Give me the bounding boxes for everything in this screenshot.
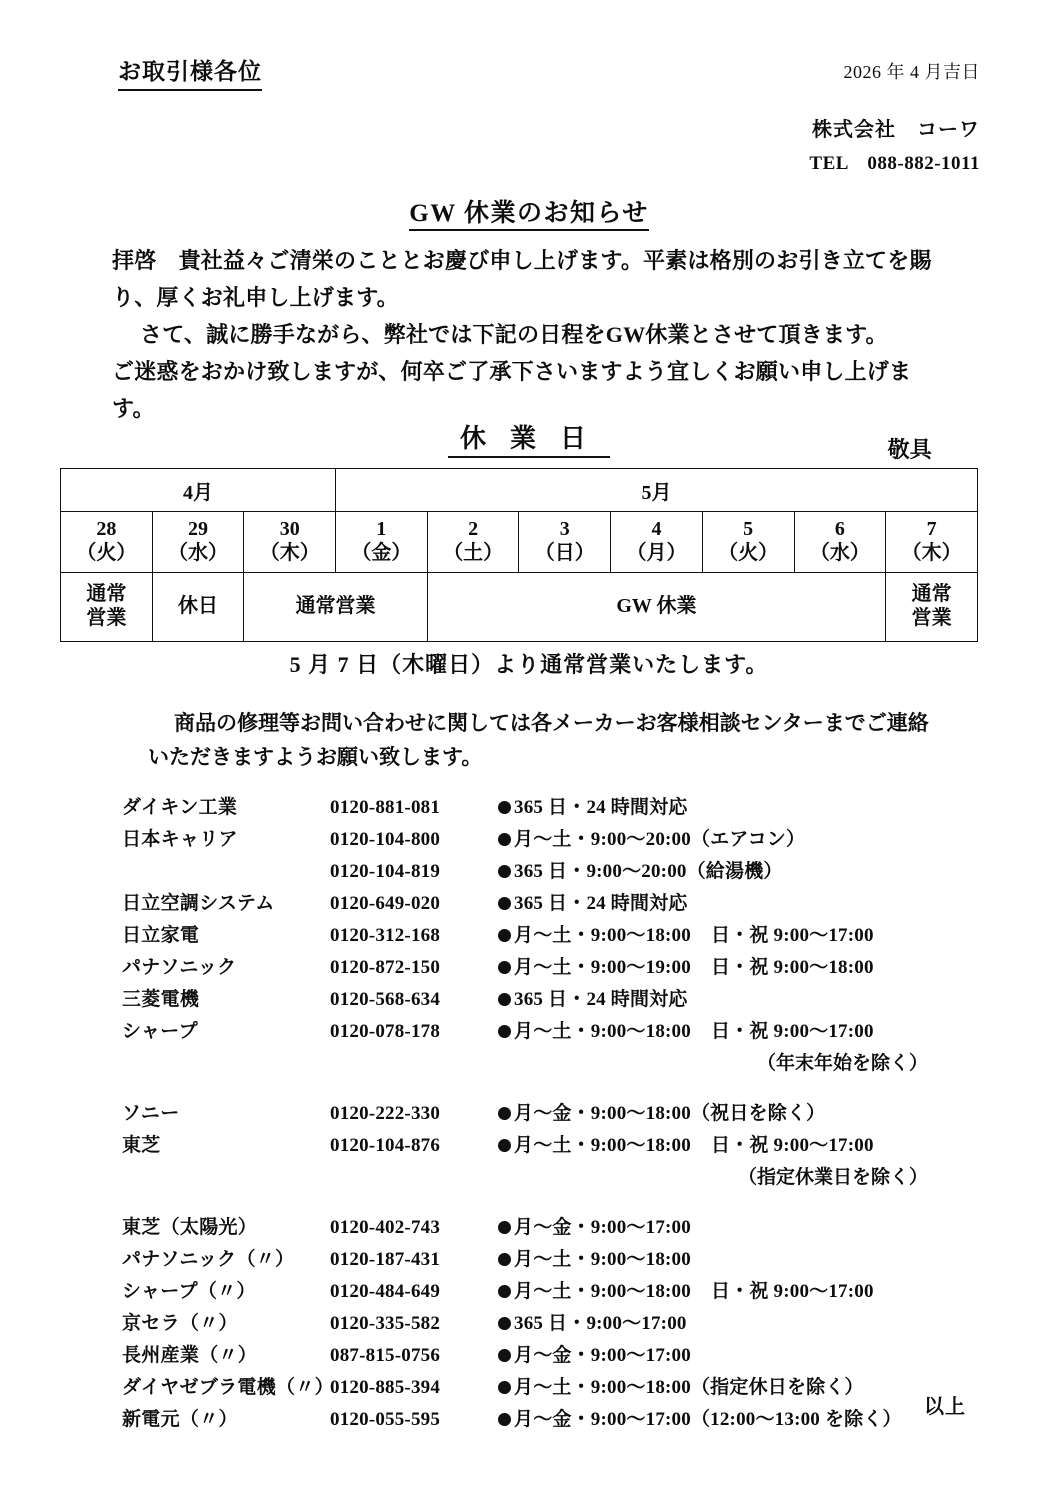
schedule-day-weekday: （木） <box>259 542 320 564</box>
contact-hours-primary: 月～土・9:00～18:00（指定休日を除く） <box>514 1377 864 1398</box>
contact-row <box>122 1244 962 1276</box>
contact-hours <box>498 856 962 883</box>
schedule-month-cell: 4月 <box>61 469 336 512</box>
contact-hours-primary: 月～金・9:00～17:00 <box>514 1217 691 1238</box>
contact-row <box>122 1098 962 1130</box>
bullet-icon <box>498 1025 511 1038</box>
contact-intro-line-1: 商品の修理等お問い合わせに関しては各メーカーお客様相談センターまでご連絡 <box>174 711 929 735</box>
schedule-status-text: 通常営業 <box>295 595 376 618</box>
schedule-day-weekday: （木） <box>901 542 962 564</box>
contact-hours-secondary: 日・祝 9:00～17:00 <box>710 1135 874 1156</box>
contact-row <box>122 1016 962 1048</box>
contact-manufacturer-name: シャープ <box>122 1021 198 1042</box>
document-date: 2026 年 4 月吉日 <box>843 62 980 82</box>
contact-manufacturer-name: ダイヤゼブラ電機（〃） <box>122 1377 334 1398</box>
contact-hours-primary: 月～土・9:00～20:00（エアコン） <box>514 829 806 850</box>
schedule-day-cell <box>336 512 428 573</box>
contact-manufacturer-name: 三菱電機 <box>122 989 200 1010</box>
schedule-status-cell <box>427 573 885 642</box>
contact-manufacturer-name: 東芝 <box>122 1135 161 1156</box>
contact-hours <box>498 888 962 915</box>
schedule-day-cell <box>794 512 886 573</box>
schedule-status-text: 通常 <box>911 583 952 606</box>
contact-hours <box>498 792 962 819</box>
bullet-icon <box>498 1349 511 1362</box>
schedule-status-row <box>61 573 978 642</box>
contact-row <box>122 920 962 952</box>
contact-manufacturer-name: 長州産業（〃） <box>122 1345 258 1366</box>
schedule-day-number: 4 <box>651 518 662 541</box>
contact-hours <box>498 1212 962 1239</box>
contact-manufacturer-name: 日立空調システム <box>122 893 275 914</box>
schedule-day-weekday: （日） <box>534 542 595 564</box>
schedule-day-cell <box>886 512 978 573</box>
contact-hours-primary: 月～金・9:00～17:00 <box>514 1345 691 1366</box>
schedule-day-cell <box>611 512 703 573</box>
body-paragraph-2: さて、誠に勝手ながら、弊社では下記の日程をGW休業とさせて頂きます。 <box>140 321 888 347</box>
schedule-day-number: 3 <box>559 518 570 541</box>
contact-phone-number[interactable]: 0120-312-168 <box>330 925 441 946</box>
contact-hours-primary: 365 日・24 時間対応 <box>514 893 688 914</box>
contact-hours <box>498 1244 962 1271</box>
schedule-day-weekday: （水） <box>809 542 870 564</box>
bullet-icon <box>498 1413 511 1426</box>
schedule-day-cell <box>519 512 611 573</box>
bullet-icon <box>498 897 511 910</box>
schedule-status-cell <box>61 573 153 642</box>
company-telephone: TEL 088-882-1011 <box>809 153 980 174</box>
contact-manufacturer-name: パナソニック <box>122 957 237 978</box>
schedule-heading <box>0 418 1058 455</box>
contact-exception-note: （年末年始を除く） <box>756 1053 928 1074</box>
contact-manufacturer-name: 京セラ（〃） <box>122 1313 238 1334</box>
schedule-status-cell <box>152 573 244 642</box>
contact-row <box>122 1276 962 1308</box>
contact-row <box>122 984 962 1016</box>
document-title <box>0 193 1058 229</box>
contact-hours-primary: 365 日・24 時間対応 <box>514 989 688 1010</box>
contact-phone-number[interactable]: 0120-055-595 <box>330 1409 441 1430</box>
schedule-day-weekday: （水） <box>168 542 229 564</box>
contact-phone-number[interactable]: 0120-484-649 <box>330 1281 441 1302</box>
schedule-day-cell <box>427 512 519 573</box>
contact-hours-secondary: 日・祝 9:00～17:00 <box>710 1021 874 1042</box>
resume-business-note: 5 月 7 日（木曜日）より通常営業いたします。 <box>289 652 769 677</box>
contact-phone-number[interactable]: 0120-187-431 <box>330 1249 441 1270</box>
contact-hours <box>498 1016 962 1043</box>
bullet-icon <box>498 1221 511 1234</box>
schedule-day-weekday: （金） <box>351 542 412 564</box>
contact-phone-number[interactable]: 0120-872-150 <box>330 957 441 978</box>
bullet-icon <box>498 1253 511 1266</box>
schedule-status-text: 営業 <box>911 607 952 629</box>
schedule-day-weekday: （月） <box>626 542 687 564</box>
contact-hours-primary: 月～土・9:00～18:00 <box>514 925 691 946</box>
contact-row <box>122 1130 962 1162</box>
contact-row <box>122 1340 962 1372</box>
contact-hours <box>498 952 962 979</box>
contact-hours-primary: 月～土・9:00～18:00 <box>514 1021 691 1042</box>
contact-hours-primary: 365 日・9:00～17:00 <box>514 1313 687 1334</box>
contact-phone-number[interactable]: 0120-885-394 <box>330 1377 441 1398</box>
contact-manufacturer-name: ソニー <box>122 1103 180 1124</box>
schedule-table <box>60 468 978 642</box>
schedule-status-cell <box>886 573 978 642</box>
contact-row <box>122 952 962 984</box>
contact-hours-primary: 365 日・9:00～20:00（給湯機） <box>514 861 783 882</box>
contact-manufacturer-name: 日本キャリア <box>122 829 238 850</box>
schedule-heading-text: 休業日 <box>448 424 610 458</box>
contact-intro-line-2: いただきますようお願い致します。 <box>148 745 483 770</box>
schedule-table-wrapper <box>60 468 978 642</box>
contact-hours <box>498 1340 962 1367</box>
addressee-heading: お取引様各位 <box>118 58 262 91</box>
schedule-day-number: 6 <box>834 518 845 541</box>
contact-manufacturer-name: シャープ（〃） <box>122 1281 256 1302</box>
contact-hours-secondary: 日・祝 9:00～17:00 <box>710 925 874 946</box>
bullet-icon <box>498 1285 511 1298</box>
contact-row <box>122 1308 962 1340</box>
contact-list-spacer <box>122 1194 962 1212</box>
bullet-icon <box>498 833 511 846</box>
contact-hours-primary: 月～土・9:00～18:00 <box>514 1281 691 1302</box>
contact-phone-number[interactable]: 087-815-0756 <box>330 1345 441 1366</box>
schedule-day-number: 7 <box>926 518 937 541</box>
contact-phone-number[interactable]: 0120-649-020 <box>330 893 441 914</box>
contact-hours <box>498 1098 962 1125</box>
schedule-day-number: 5 <box>743 518 754 541</box>
contact-row <box>122 792 962 824</box>
contact-hours-primary: 月～金・9:00～17:00（12:00～13:00 を除く） <box>514 1409 902 1430</box>
schedule-day-number: 2 <box>468 518 479 541</box>
contact-phone-number[interactable]: 0120-104-819 <box>330 861 441 882</box>
contact-hours <box>498 1404 962 1431</box>
contact-row <box>122 1212 962 1244</box>
contact-phone-number[interactable]: 0120-568-634 <box>330 989 441 1010</box>
bullet-icon <box>498 929 511 942</box>
bullet-icon <box>498 961 511 974</box>
schedule-day-number: 28 <box>96 518 117 541</box>
body-paragraph-3: ご迷惑をおかけ致しますが、何卒ご了承下さいますよう宜しくお願い申し上げます。 <box>112 358 912 421</box>
contact-hours-primary: 月～土・9:00～19:00 <box>514 957 691 978</box>
contact-hours <box>498 984 962 1011</box>
schedule-day-number: 29 <box>188 518 209 541</box>
bullet-icon <box>498 1381 511 1394</box>
schedule-day-cell <box>702 512 794 573</box>
schedule-day-cell <box>152 512 244 573</box>
schedule-day-cell <box>61 512 153 573</box>
contact-hours <box>498 1130 962 1157</box>
contact-hours-primary: 月～土・9:00～18:00 <box>514 1249 691 1270</box>
contact-row <box>122 856 962 888</box>
contact-row <box>122 1404 962 1436</box>
body-closing: 敬具 <box>887 436 932 462</box>
contact-manufacturer-name: パナソニック（〃） <box>122 1249 295 1270</box>
schedule-day-number: 30 <box>279 518 300 541</box>
contact-hours <box>498 824 962 851</box>
contact-phone-number[interactable]: 0120-078-178 <box>330 1021 441 1042</box>
contact-exception-note: （指定休業日を除く） <box>737 1167 928 1188</box>
schedule-month-row <box>61 469 978 512</box>
contact-hours-primary: 月～金・9:00～18:00（祝日を除く） <box>514 1103 826 1124</box>
schedule-status-text: 営業 <box>86 607 127 629</box>
schedule-status-cell <box>244 573 427 642</box>
schedule-status-text: 休日 <box>178 595 219 618</box>
bullet-icon <box>498 1317 511 1330</box>
schedule-day-weekday: （火） <box>718 542 779 564</box>
contact-phone-number[interactable]: 0120-335-582 <box>330 1313 441 1334</box>
contact-hours-secondary: 日・祝 9:00～17:00 <box>710 1281 874 1302</box>
contact-phone-number[interactable]: 0120-104-800 <box>330 829 441 850</box>
schedule-day-weekday: （火） <box>76 542 137 564</box>
contact-hours <box>498 1372 962 1399</box>
contact-row <box>122 824 962 856</box>
body-paragraph-1: 拝啓 貴社益々ご清栄のこととお慶び申し上げます。平素は格別のお引き立てを賜り、厚くお礼申し上げます。 <box>112 248 932 310</box>
schedule-status-text: 通常 <box>86 583 127 606</box>
bullet-icon <box>498 993 511 1006</box>
contact-row <box>122 1372 962 1404</box>
bullet-icon <box>498 1139 511 1152</box>
contact-hours <box>498 1276 962 1303</box>
bullet-icon <box>498 801 511 814</box>
contact-hours <box>498 920 962 947</box>
contact-row <box>122 888 962 920</box>
contact-phone-number[interactable]: 0120-104-876 <box>330 1135 441 1156</box>
contact-hours-secondary: 日・祝 9:00～18:00 <box>710 957 874 978</box>
contact-manufacturer-name: 東芝（太陽光） <box>122 1217 258 1238</box>
schedule-day-number: 1 <box>376 518 387 541</box>
schedule-day-cell <box>244 512 336 573</box>
contact-manufacturer-name: 日立家電 <box>122 925 200 946</box>
schedule-day-row <box>61 512 978 573</box>
contact-hours-primary: 365 日・24 時間対応 <box>514 797 688 818</box>
contact-manufacturer-name: 新電元（〃） <box>122 1409 238 1430</box>
contact-hours <box>498 1308 962 1335</box>
schedule-month-cell: 5月 <box>336 469 978 512</box>
document-footer: 以上 <box>924 1396 966 1418</box>
contact-phone-number[interactable]: 0120-222-330 <box>330 1103 441 1124</box>
contact-list-spacer <box>122 1080 962 1098</box>
contact-phone-number[interactable]: 0120-881-081 <box>330 797 441 818</box>
contact-phone-number[interactable]: 0120-402-743 <box>330 1217 441 1238</box>
contact-manufacturer-name: ダイキン工業 <box>122 797 238 818</box>
schedule-status-text: GW 休業 <box>616 595 697 618</box>
bullet-icon <box>498 1107 511 1120</box>
bullet-icon <box>498 865 511 878</box>
document-title-text: GW 休業のお知らせ <box>409 200 649 231</box>
contact-hours-primary: 月～土・9:00～18:00 <box>514 1135 691 1156</box>
manufacturer-contact-list <box>122 792 962 1436</box>
contact-intro <box>148 706 948 774</box>
company-name: 株式会社 コーワ <box>812 119 980 141</box>
schedule-day-weekday: （土） <box>443 542 504 564</box>
